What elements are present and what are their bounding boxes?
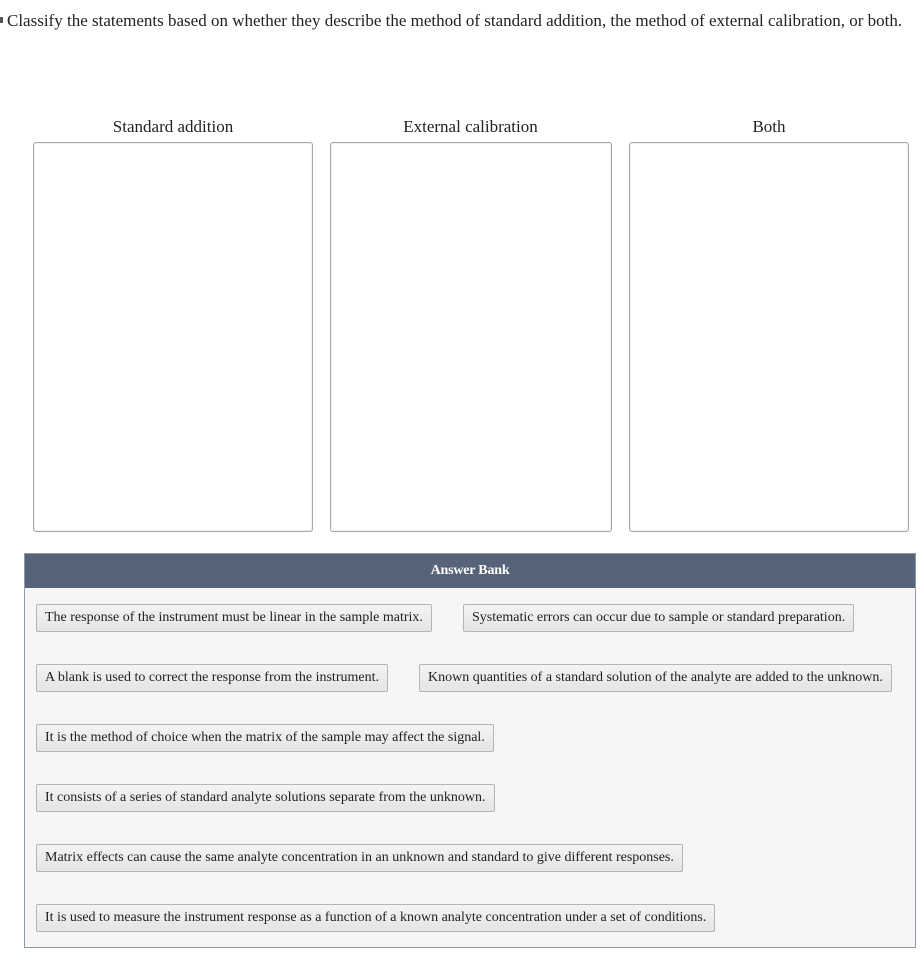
answer-chip[interactable]: It consists of a series of standard analyte solutions separate from the unknown. xyxy=(36,784,495,812)
answer-chip[interactable]: It is used to measure the instrument response as a function of a known analyte concentration under a set of conditions. xyxy=(36,904,715,932)
answer-chip[interactable]: Known quantities of a standard solution of the analyte are added to the unknown. xyxy=(419,664,892,692)
drop-zone-external-calibration[interactable] xyxy=(330,142,612,532)
bin-label-standard-addition: Standard addition xyxy=(112,117,234,136)
drop-zone-standard-addition[interactable] xyxy=(33,142,313,532)
answer-bank-title: Answer Bank xyxy=(25,554,915,588)
bin-label-both: Both xyxy=(752,117,786,136)
answer-bank[interactable] xyxy=(24,553,916,948)
answer-chip[interactable]: A blank is used to correct the response from the instrument. xyxy=(36,664,388,692)
answer-chip[interactable]: Matrix effects can cause the same analyte concentration in an unknown and standard to give different responses. xyxy=(36,844,683,872)
bin-label-external-calibration: External calibration xyxy=(403,117,538,136)
question-marker xyxy=(0,17,3,23)
answer-chip[interactable]: It is the method of choice when the matrix of the sample may affect the signal. xyxy=(36,724,494,752)
drop-zone-both[interactable] xyxy=(629,142,909,532)
answer-chip[interactable]: Systematic errors can occur due to sample or standard preparation. xyxy=(463,604,854,632)
question-text: Classify the statements based on whether they describe the method of standard addition, the method of external calibration, or both. xyxy=(7,11,903,30)
answer-chip[interactable]: The response of the instrument must be linear in the sample matrix. xyxy=(36,604,432,632)
